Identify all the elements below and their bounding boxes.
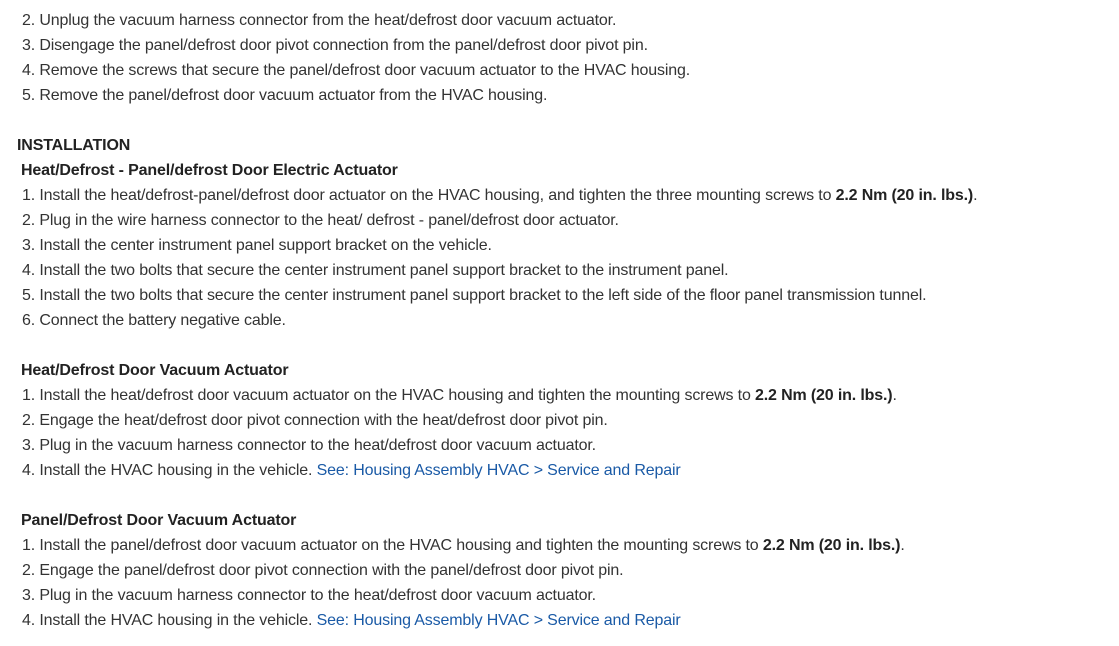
housing-assembly-link[interactable]: See: Housing Assembly HVAC > Service and Repair: [316, 462, 681, 479]
heat-vacuum-step-1: [22, 383, 897, 408]
electric-step-5: 5. Install the two bolts that secure the center instrument panel support bracket to the left side of the floor panel transmission tunnel.: [22, 287, 927, 304]
removal-step-5: 5. Remove the panel/defrost door vacuum actuator from the HVAC housing.: [22, 87, 548, 104]
removal-step-3: 3. Disengage the panel/defrost door pivot connection from the panel/defrost door pivot pin.: [22, 37, 648, 54]
panel-vacuum-step-1-torque: 2.2 Nm (20 in. lbs.): [762, 537, 901, 554]
panel-vacuum-step-3: 3. Plug in the vacuum harness connector to the heat/defrost door vacuum actuator.: [22, 587, 596, 604]
heat-vacuum-step-1-end: .: [892, 387, 897, 404]
removal-step-4: 4. Remove the screws that secure the panel/defrost door vacuum actuator to the HVAC housing.: [22, 62, 691, 79]
heat-vacuum-step-4: [22, 458, 681, 483]
heat-vacuum-step-1-torque: 2.2 Nm (20 in. lbs.): [755, 387, 893, 404]
panel-vacuum-step-2: 2. Engage the panel/defrost door pivot connection with the panel/defrost door pivot pin.: [22, 562, 624, 579]
heat-vacuum-step-1-text: 1. Install the heat/defrost door vacuum actuator on the HVAC housing and tighten the mounting screws to: [22, 387, 755, 404]
heat-vacuum-step-2: 2. Engage the heat/defrost door pivot connection with the heat/defrost door pivot pin.: [22, 412, 608, 429]
panel-vacuum-step-1-text: 1. Install the panel/defrost door vacuum actuator on the HVAC housing and tighten the mounting screws to: [22, 537, 763, 554]
electric-step-3: 3. Install the center instrument panel support bracket on the vehicle.: [22, 237, 492, 254]
electric-step-1-end: .: [973, 187, 978, 204]
heat-vacuum-title: Heat/Defrost Door Vacuum Actuator: [21, 362, 289, 379]
electric-step-1-text: 1. Install the heat/defrost-panel/defrost door actuator on the HVAC housing, and tighten the three mounting screws to: [22, 187, 836, 204]
heat-vacuum-step-3: 3. Plug in the vacuum harness connector to the heat/defrost door vacuum actuator.: [22, 437, 596, 454]
electric-step-1: [22, 183, 977, 208]
electric-actuator-title: Heat/Defrost - Panel/defrost Door Electric Actuator: [21, 162, 398, 179]
electric-step-6: 6. Connect the battery negative cable.: [22, 312, 286, 329]
panel-vacuum-step-4: [22, 608, 681, 633]
electric-step-1-torque: 2.2 Nm (20 in. lbs.): [835, 187, 974, 204]
electric-step-2: 2. Plug in the wire harness connector to the heat/ defrost - panel/defrost door actuator.: [22, 212, 619, 229]
panel-vacuum-step-4-text: 4. Install the HVAC housing in the vehicle.: [22, 612, 317, 629]
housing-assembly-link-2[interactable]: See: Housing Assembly HVAC > Service and Repair: [316, 612, 681, 629]
installation-heading: INSTALLATION: [17, 137, 131, 154]
panel-vacuum-title: Panel/Defrost Door Vacuum Actuator: [21, 512, 297, 529]
removal-step-2: 2. Unplug the vacuum harness connector from the heat/defrost door vacuum actuator.: [22, 12, 617, 29]
electric-step-4: 4. Install the two bolts that secure the center instrument panel support bracket to the instrument panel.: [22, 262, 729, 279]
panel-vacuum-step-1: [22, 533, 905, 558]
heat-vacuum-step-4-text: 4. Install the HVAC housing in the vehicle.: [22, 462, 317, 479]
panel-vacuum-step-1-end: .: [900, 537, 905, 554]
